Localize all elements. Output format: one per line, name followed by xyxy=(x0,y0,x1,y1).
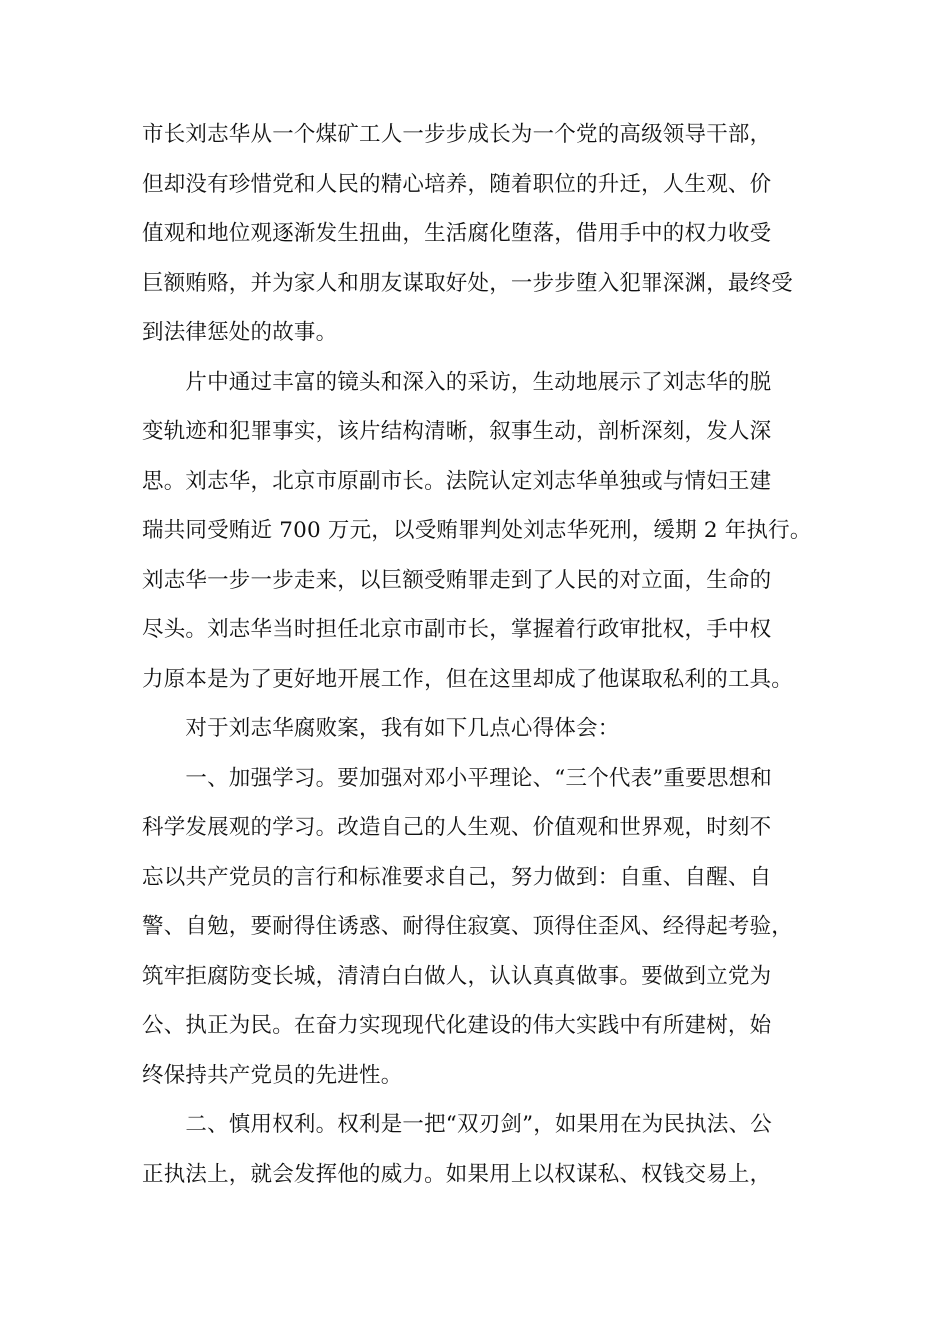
text-line: 警、自勉，要耐得住诱惑、耐得住寂寞、顶得住歪风、经得起考验， xyxy=(142,914,794,939)
text-line: 到法律惩处的故事。 xyxy=(142,320,338,345)
text-line: 终保持共产党员的先进性。 xyxy=(142,1062,403,1088)
text-line: 值观和地位观逐渐发生扭曲，生活腐化堕落，借用手中的权力收受 xyxy=(142,221,772,246)
text-line: 市长刘志华从一个煤矿工人一步步成长为一个党的高级领导干部， xyxy=(142,122,772,147)
text-line: 片中通过丰富的镜头和深入的采访，生动地展示了刘志华的脱 xyxy=(142,369,772,395)
document-body xyxy=(142,110,812,1199)
text-line: 一、加强学习。要加强对邓小平理论、“三个代表”重要思想和 xyxy=(142,765,772,791)
text-line: 变轨迹和犯罪事实，该片结构清晰，叙事生动，剖析深刻，发人深 xyxy=(142,419,772,444)
text-line: 正执法上，就会发挥他的威力。如果用上以权谋私、权钱交易上， xyxy=(142,1161,772,1187)
text-line: 巨额贿赂，并为家人和朋友谋取好处，一步步堕入犯罪深渊，最终受 xyxy=(142,270,794,296)
text-line: 瑞共同受贿近 700 万元，以受贿罪判处刘志华死刑，缓期 2 年执行。 xyxy=(142,518,812,543)
text-line: 思。刘志华，北京市原副市长。法院认定刘志华单独或与情妇王建 xyxy=(142,468,772,494)
text-line: 刘志华一步一步走来，以巨额受贿罪走到了人民的对立面，生命的 xyxy=(142,567,772,593)
text-line: 科学发展观的学习。改造自己的人生观、价值观和世界观，时刻不 xyxy=(142,815,772,840)
text-line: 但却没有珍惜党和人民的精心培养，随着职位的升迁，人生观、价 xyxy=(142,171,772,197)
text-line: 筑牢拒腐防变长城，清清白白做人，认认真真做事。要做到立党为 xyxy=(142,963,772,989)
text-line: 尽头。刘志华当时担任北京市副市长，掌握着行政审批权，手中权 xyxy=(142,617,772,642)
text-line: 公、执正为民。在奋力实现现代化建设的伟大实践中有所建树，始 xyxy=(142,1013,772,1038)
text-line: 对于刘志华腐败案，我有如下几点心得体会： xyxy=(142,716,620,741)
text-line: 忘以共产党员的言行和标准要求自己，努力做到：自重、自醒、自 xyxy=(142,864,772,890)
text-line: 力原本是为了更好地开展工作，但在这里却成了他谋取私利的工具。 xyxy=(142,666,794,692)
text-line: 二、慎用权利。权利是一把“双刃剑”，如果用在为民执法、公 xyxy=(142,1112,772,1137)
